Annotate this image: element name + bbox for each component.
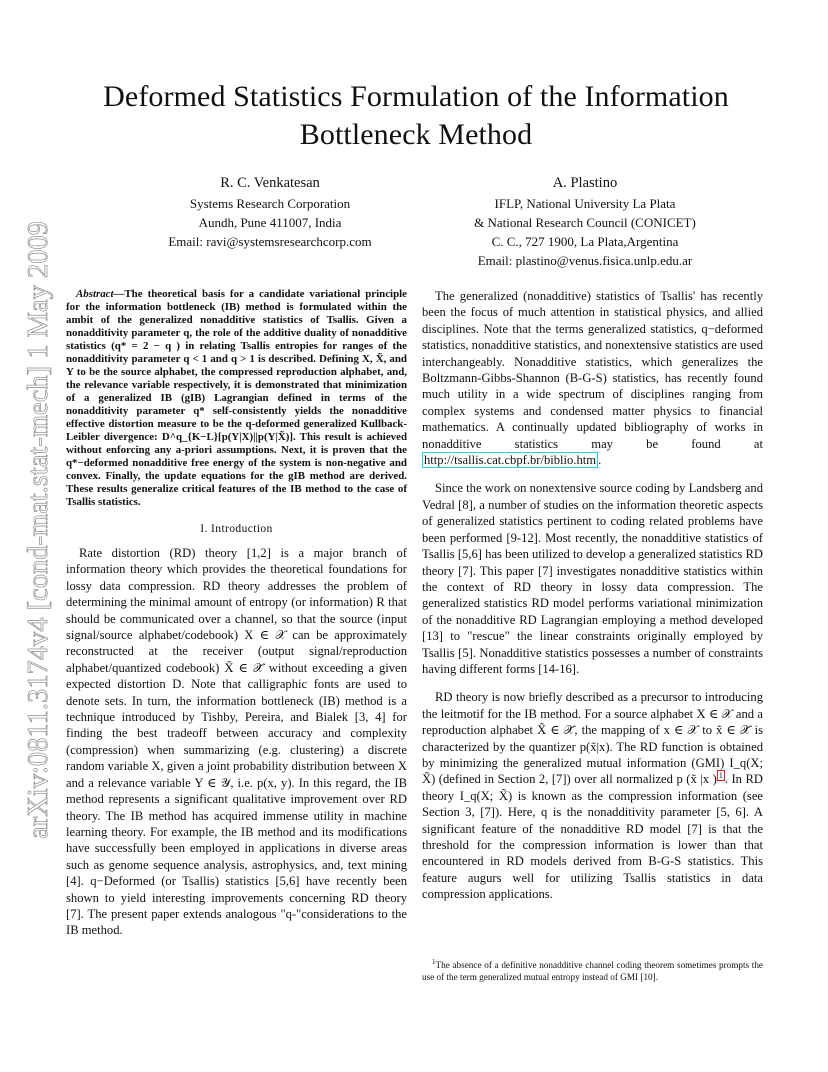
author-name: A. Plastino: [552, 175, 618, 191]
author-block-2: [420, 173, 750, 270]
author-address: C. C., 727 1900, La Plata,Argentina: [491, 234, 679, 249]
paragraph-text-end: . In RD theory I_q(X; X̃) is known as the compression information (see Section 3, [7]). Here, q is the nonadditivity parameter [5, 6]. A significant feature of the nonadditive RD model [7] is that the threshold for the compression information is lower than that encountered in RD models derived from B-G-S statistics. This feature augurs well for utilizing Tsallis statistics in data compression applications.: [422, 772, 763, 902]
paragraph-text: RD theory is now briefly described as a precursor to introducing the leitmotif for the IB method. For a source alphabet X ∈ 𝒳 and a reproduction alphabet X̃ ∈ 𝒳̃, the mapping of x ∈ 𝒳 to x̃ ∈ 𝒳̃ is characterized by the quantizer p(x̃|x). The RD function is obtained by minimizing the generalized mutual information (GMI) I_q(X; X̃) (defined in Section 2, [7]) over all normalized p (x̃ |x ): [422, 690, 763, 787]
paragraph-source-coding: Since the work on nonextensive source coding by Landsberg and Vedral [8], a number of studies on the information theoretic aspects of generalized statistics pertinent to coding related problems have been performed [9-12]. Most recently, the nonadditive statistics of Tsallis [5,6] has been utilized to develop a generalized statistics RD theory [7]. This paper [7] investigates nonadditive statistics within the context of RD theory in lossy data compression. The generalized statistics RD model performs variational minimization of the nonadditive RD Lagrangian employing a method developed [13] to "rescue" the linear constraints originally employed by Tsallis [5]. Nonadditive statistics possesses a number of constraints having different forms [14-16].: [422, 481, 763, 676]
arxiv-stamp-text: arXiv:0811.3174v4 [cond-mat.stat-mech] 1 May 2009: [23, 221, 54, 839]
paragraph-text: The generalized (nonadditive) statistics of Tsallis' has recently been the focus of much attention in statistical physics, and allied disciplines. Note that the terms generalized statistics, q−deformed statistics, nonadditive statistics, and nonextensive statistics are used interchangeably. Nonadditive statistics, which generalizes the Boltzmann-Gibbs-Shannon (B-G-S) statistics, has recently found much utility in a wide spectrum of disciplines ranging from complex systems and condensed matter physics to financial mathematics. A continually updated bibliography of works in nonadditive statistics may be found at: [422, 289, 764, 451]
paragraph-rd-theory: [422, 689, 763, 902]
author-email: Email: plastino@venus.fisica.unlp.edu.ar: [477, 253, 693, 268]
paragraph-tsallis: [422, 288, 763, 468]
bibliography-link[interactable]: http://tsallis.cat.cbpf.br/biblio.htm: [424, 453, 597, 468]
author-affiliation: Systems Research Corporation: [189, 196, 351, 211]
abstract: [66, 288, 407, 509]
author-affiliation: IFLP, National University La Plata: [494, 196, 676, 211]
author-address: Aundh, Pune 411007, India: [198, 215, 342, 230]
author-email: Email: ravi@systemsresearchcorp.com: [168, 234, 372, 249]
section-heading: I. Introduction: [200, 523, 273, 535]
arxiv-stamp: [19, 195, 59, 865]
intro-paragraph: Rate distortion (RD) theory [1,2] is a major branch of information theory which provides the theoretical foundations for lossy data compression. RD theory addresses the problem of determining the minimal amount of entropy (or information) R that should be communicated over a channel, so that the source (input signal/source alphabet/codebook) X ∈ 𝒳 can be approximately reconstructed at the receiver (output signal/reproduction alphabet/quantized codebook) X̃ ∈ 𝒳̃ without exceeding a given expected distortion D. Note that calligraphic fonts are used to denote sets. In turn, the information bottleneck (IB) method is a technique introduced by Tishby, Pereira, and Bialek [3, 4] for finding the best tradeoff between accuracy and complexity (compression) when summarizing (e.g. clustering) a discrete random variable X, given a joint probability distribution between X and a relevance variable Y ∈ 𝒴, i.e. p(x, y). In this regard, the IB method represents a significant qualitative improvement over RD theory. The IB method has acquired immense utility in machine learning theory. For example, the IB method and its modifications have successfully been employed in applications in diverse areas such as genome sequence analysis, astrophysics, and, text mining [4]. q−Deformed (or Tsallis) statistics [5,6] have recently been shown to yield interesting improvements concerning RD theory [7]. The present paper extends analogous "q-"considerations to the IB method.: [66, 546, 407, 938]
paper-title: Deformed Statistics Formulation of the Information Bottleneck Method: [103, 80, 729, 151]
left-column: [66, 288, 407, 951]
paragraph-text-end: .: [598, 453, 602, 468]
author-name: R. C. Venkatesan: [220, 175, 320, 191]
abstract-lead: Abstract—: [76, 288, 125, 300]
right-column: [422, 288, 763, 915]
footnote-link[interactable]: 1: [718, 771, 723, 781]
footnote-mark: 1: [432, 958, 436, 966]
abstract-text: The theoretical basis for a candidate variational principle for the information bottleneck (IB) method is formulated within the ambit of the generalized nonadditive statistics of Tsallis. Given a nonadditivity parameter q, the role of the additive duality of nonadditive statistics (q* = 2 − q ) in relating Tsallis entropies for ranges of the nonadditivity parameter q < 1 and q > 1 is described. Defining X, X̃, and Y to be the source alphabet, the compressed reproduction alphabet, and, the relevance variable respectively, it is demonstrated that minimization of a generalized IB (gIB) Lagrangian defined in terms of the nonadditivity parameter q* self-consistently yields the nonadditive effective distortion measure to be the q-deformed generalized Kullback-Leibler divergence: D^q_{K−L}[p(Y|X)||p(Y|X̃)]. This result is achieved without enforcing any a-priori assumptions. Next, it is proven that the q*−deformed nonadditive free energy of the system is non-negative and convex. Finally, the update equations for the gIB method are derived. These results generalize critical features of the IB method to the case of Tsallis statistics.: [66, 288, 407, 508]
footnote: [422, 956, 763, 983]
author-affiliation-2: & National Research Council (CONICET): [474, 215, 696, 230]
author-block-1: [110, 173, 430, 251]
footnote-text: The absence of a definitive nonadditive channel coding theorem sometimes prompts the use of the term generalized mutual entropy instead of GMI [10].: [422, 960, 763, 983]
